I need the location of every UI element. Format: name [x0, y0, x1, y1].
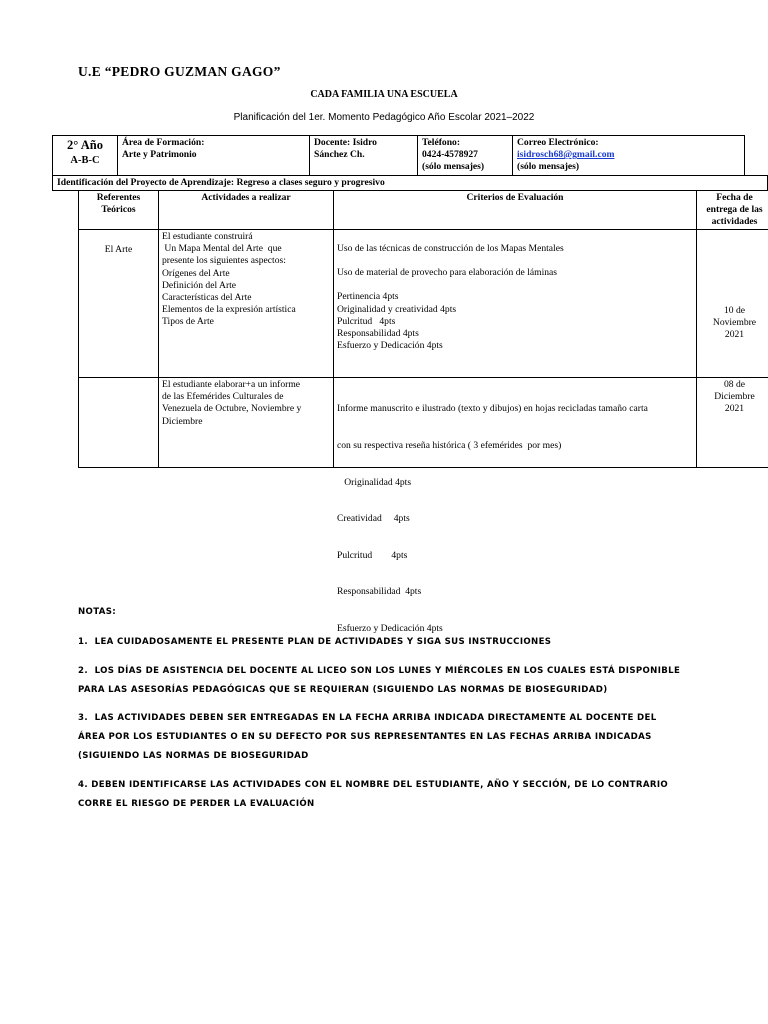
grade-cell: [52, 135, 118, 176]
note-4: 4. DEBEN IDENTIFICARSE LAS ACTIVIDADES CON EL NOMBRE DEL ESTUDIANTE, AÑO Y SECCIÓN, DE LO CONTRARIO CORRE EL RIESGO DE PERDER LA EVALUACIÓN: [78, 780, 669, 809]
notes-title: NOTAS:: [78, 607, 117, 617]
area-label: Área de Formación:: [122, 137, 205, 148]
area-cell: [117, 135, 310, 176]
sections: A-B-C: [70, 155, 100, 166]
phone-value: 0424-4578927: [422, 149, 478, 161]
row2-fecha: 08 de Diciembre 2021: [696, 377, 768, 468]
email-cell: [512, 135, 745, 176]
area-value: Arte y Patrimonio: [122, 149, 197, 161]
row2-criterios: Informe manuscrito e ilustrado (texto y dibujos) en hojas recicladas tamaño carta con su respectiva reseña histórica ( 3 efemérides por mes) Originalidad 4pts Creatividad 4pts Pulcritud 4pts Responsabilidad 4pts Esfuerzo y Dedicación 4pts: [333, 377, 697, 468]
row2-referente: [78, 377, 159, 468]
document-subtitle: CADA FAMILIA UNA ESCUELA: [310, 89, 458, 100]
email-link[interactable]: isidrosch68@gmail.com: [517, 149, 615, 161]
row1-referente: El Arte: [78, 229, 159, 378]
row1-fecha: 10 de Noviembre 2021: [696, 229, 768, 378]
header-referentes: Referentes Teóricos: [78, 190, 159, 230]
email-label: Correo Electrónico:: [517, 137, 599, 148]
row1-actividades: El estudiante construirá Un Mapa Mental del Arte que presente los siguientes aspectos: Orígenes del Arte Definición del Arte Características del Arte Elementos de la expresión artística Tipos de Arte: [158, 229, 334, 378]
row1-criterios: Uso de las técnicas de construcción de los Mapas Mentales Uso de material de provecho para elaboración de láminas Pertinencia 4pts Originalidad y creatividad 4pts Pulcritud 4pts Responsabilidad 4pts Esfuerzo y Dedicación 4pts: [333, 229, 697, 378]
project-value: Regreso a clases seguro y progresivo: [236, 177, 385, 188]
planning-title: Planificación del 1er. Momento Pedagógico Año Escolar 2021–2022: [233, 112, 535, 123]
teacher-cell: [309, 135, 418, 176]
note-1: 1. LEA CUIDADOSAMENTE EL PRESENTE PLAN DE ACTIVIDADES Y SIGA SUS INSTRUCCIONES: [78, 637, 552, 647]
header-fecha: Fecha de entrega de las actividades: [696, 190, 768, 230]
row2-actividades: El estudiante elaborar+a un informe de las Efemérides Culturales de Venezuela de Octubre, Noviembre y Diciembre: [158, 377, 334, 468]
email-note: (sólo mensajes): [517, 161, 580, 173]
project-cell: [52, 175, 768, 191]
phone-label: Teléfono:: [422, 137, 461, 148]
school-name: U.E “PEDRO GUZMAN GAGO”: [78, 64, 281, 79]
note-3: 3. LAS ACTIVIDADES DEBEN SER ENTREGADAS EN LA FECHA ARRIBA INDICADA DIRECTAMENTE AL DOCENTE DEL ÁREA POR LOS ESTUDIANTES O EN SU DEFECTO POR SUS REPRESENTANTES EN LAS FECHAS ARRIBA INDICADAS (SIGUIENDO LAS NORMAS DE BIOSEGURIDAD: [78, 713, 657, 761]
teacher-label: Docente: Isidro: [314, 137, 377, 148]
header-actividades: Actividades a realizar: [158, 190, 334, 230]
note-2: 2. LOS DÍAS DE ASISTENCIA DEL DOCENTE AL LICEO SON LOS LUNES Y MIÉRCOLES EN LOS CUALES ESTÁ DISPONIBLE PARA LAS ASESORÍAS PEDAGÓGICAS QUE SE REQUIERAN (SIGUIENDO LAS NORMAS DE BIOSEGURIDAD): [78, 666, 681, 695]
grade: 2° Año: [67, 138, 103, 152]
phone-cell: [417, 135, 513, 176]
phone-note: (sólo mensajes): [422, 161, 485, 173]
header-criterios: Criterios de Evaluación: [333, 190, 697, 230]
project-label: Identificación del Proyecto de Aprendizaje:: [57, 177, 235, 188]
teacher-value: Sánchez Ch.: [314, 149, 365, 161]
